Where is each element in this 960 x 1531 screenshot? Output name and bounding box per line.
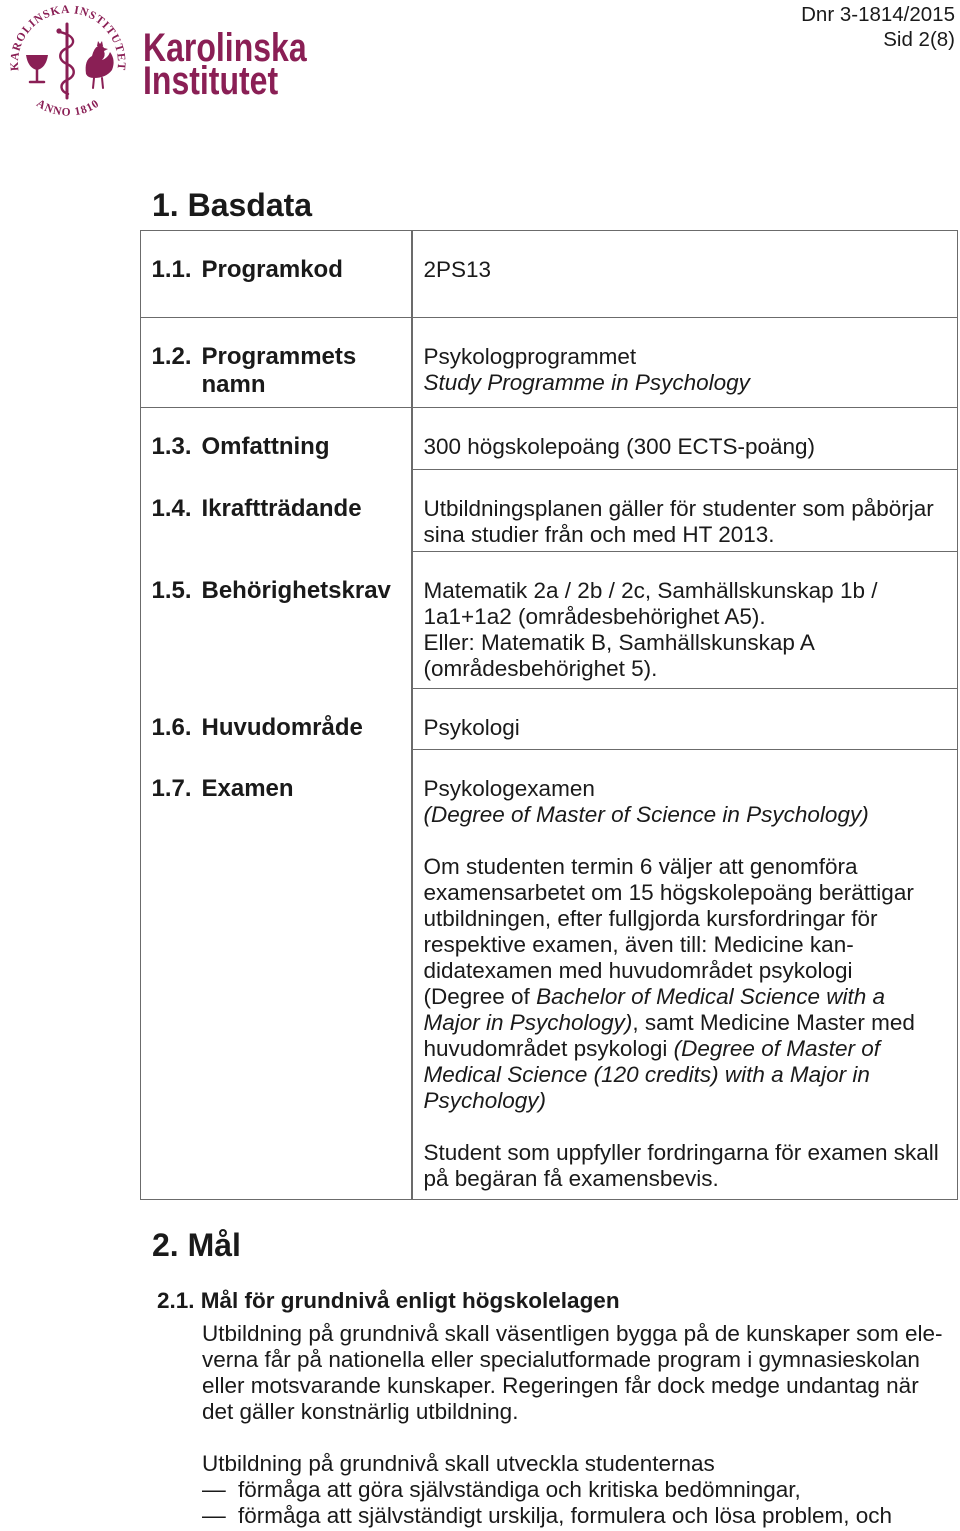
row-number: 1.7. [151, 775, 192, 802]
note-text: Om studenten termin 6 väljer att genomföra [423, 854, 858, 879]
row-value [413, 408, 958, 470]
note-line [424, 880, 958, 906]
examen-note [424, 854, 958, 1114]
note-text: (Degree of [423, 984, 537, 1009]
note-line [424, 932, 958, 958]
paragraph [202, 1321, 942, 1425]
row-label-text [202, 577, 391, 689]
paragraph-line: det gäller konstnärlig utbildning. [202, 1399, 519, 1424]
paragraph-line: Utbildning på grundnivå skall väsentligen bygga på de kunskaper som ele- [202, 1321, 943, 1346]
basdata-table [140, 230, 958, 1200]
table-row [141, 552, 957, 689]
section-heading-mal: 2. Mål [152, 1227, 241, 1263]
value-line-english: Study Programme in Psychology [423, 370, 750, 395]
row-label [141, 231, 413, 317]
table-row [141, 231, 957, 318]
row-number: 1.2. [151, 343, 192, 370]
label-line: Omfattning [201, 433, 330, 460]
note-text: examensarbetet om 15 högskolepoäng berättigar [423, 880, 914, 905]
note-line [424, 984, 958, 1010]
table-row [141, 318, 957, 408]
paragraph [202, 1451, 715, 1477]
diary-number: Dnr 3-1814/2015 [801, 3, 955, 26]
seal-lettering-bottom-path: ANNO 1810 [34, 97, 102, 119]
examen-certificate-note [424, 1140, 958, 1192]
note-text: , samt Medicine Master med [632, 1010, 915, 1035]
row-label-text [202, 495, 362, 552]
row-number: 1.6. [151, 714, 192, 741]
row-value [413, 231, 958, 317]
row-value [413, 750, 958, 1199]
list-marker: – [202, 1503, 226, 1528]
note-line [424, 906, 958, 932]
row-label-text [202, 775, 294, 1199]
chalice-icon [26, 55, 48, 82]
list-item [202, 1477, 892, 1503]
rooster-icon [86, 41, 114, 88]
row-number: 1.5. [151, 577, 192, 604]
note-line: Student som uppfyller fordringarna för examen skall [423, 1140, 939, 1165]
value-line: 1a1+1a2 (områdesbehörighet A5). [423, 604, 766, 629]
value-line: (områdesbehörighet 5). [423, 656, 658, 681]
value-line: sina studier från och med HT 2013. [423, 522, 775, 547]
rod-of-asclepius-icon [56, 24, 73, 98]
list-item-text: förmåga att göra självständiga och kritiska bedömningar, [238, 1477, 801, 1502]
note-line [424, 1088, 958, 1114]
note-text-english: Bachelor of Medical Science with a [536, 984, 885, 1009]
value-line: 300 högskolepoäng (300 ECTS-poäng) [423, 434, 816, 459]
row-number: 1.1. [151, 256, 192, 283]
row-value [413, 470, 958, 552]
paragraph-line: Utbildning på grundnivå skall utveckla studenternas [202, 1451, 715, 1476]
label-line: namn [201, 371, 266, 398]
paragraph-line: eller motsvarande kunskaper. Regeringen får dock medge undantag när [202, 1373, 919, 1398]
note-text: huvudområdet psykologi [423, 1036, 674, 1061]
note-text-english: (Degree of Master of [673, 1036, 880, 1061]
row-label-text [202, 343, 357, 407]
row-value [413, 318, 958, 407]
table-row [141, 408, 957, 470]
table-row [141, 750, 957, 1199]
bullet-list [202, 1477, 892, 1529]
row-label [141, 552, 413, 689]
seal-lettering-bottom [34, 97, 102, 118]
table-row [141, 470, 957, 552]
subsection-heading: 2.1. Mål för grundnivå enligt högskolelagen [157, 1288, 620, 1313]
note-line [424, 1062, 958, 1088]
table-row [141, 689, 957, 750]
note-text: utbildningen, efter fullgjorda kursfordringar för [423, 906, 878, 931]
note-line [424, 1036, 958, 1062]
seal-lettering-top-path: KAROLINSKA INSTITUTET [8, 3, 128, 72]
label-line: Programmets [201, 343, 357, 370]
label-line: Examen [201, 775, 294, 802]
row-label [141, 470, 413, 552]
label-line: Ikraftträdande [201, 495, 362, 522]
value-line: Psykologi [423, 715, 520, 740]
note-text-english: Major in Psychology) [423, 1010, 633, 1035]
note-text: didatexamen med huvudområdet psykologi [423, 958, 853, 983]
label-line: Huvudområde [201, 714, 363, 741]
note-line [424, 854, 958, 880]
value-line: Utbildningsplanen gäller för studenter som påbörjar [423, 496, 934, 521]
document-reference [801, 2, 955, 52]
ki-seal-logo [2, 0, 132, 124]
value-line: Eller: Matematik B, Samhällskunskap A [423, 630, 815, 655]
row-value [413, 552, 958, 689]
row-label [141, 408, 413, 470]
logo-wordmark-line: Karolinska [143, 26, 307, 70]
row-label-text [202, 433, 330, 470]
label-line: Programkod [201, 256, 343, 283]
row-label [141, 689, 413, 750]
row-number: 1.3. [151, 433, 192, 460]
list-item [202, 1503, 892, 1529]
note-line: på begäran få examensbevis. [423, 1166, 719, 1191]
note-text: respektive examen, även till: Medicine kan- [423, 932, 854, 957]
row-value [413, 689, 958, 750]
column-divider [411, 231, 413, 1199]
row-label [141, 750, 413, 1199]
row-label-text [202, 256, 343, 317]
paragraph-line: verna får på nationella eller specialutformade program i gymnasieskolan [202, 1347, 920, 1372]
value-line: Matematik 2a / 2b / 2c, Samhällskunskap 1b / [423, 578, 878, 603]
row-label [141, 318, 413, 407]
list-marker: – [202, 1477, 226, 1502]
page-number: Sid 2(8) [883, 28, 955, 51]
value-line: Psykologexamen [423, 776, 595, 801]
value-line: Psykologprogrammet [423, 344, 637, 369]
note-line [424, 1010, 958, 1036]
row-number: 1.4. [151, 495, 192, 522]
label-line: Behörighetskrav [201, 577, 391, 604]
section-heading-basdata: 1. Basdata [152, 187, 313, 223]
value-line-english: (Degree of Master of Science in Psychology) [423, 802, 869, 827]
note-text-english: Psychology) [423, 1088, 547, 1113]
row-label-text [202, 714, 363, 750]
note-line [424, 958, 958, 984]
list-item-text: förmåga att självständigt urskilja, formulera och lösa problem, och [238, 1503, 893, 1528]
logo-wordmark-line: Institutet [143, 59, 279, 103]
value-line: 2PS13 [423, 257, 492, 282]
note-text-english: Medical Science (120 credits) with a Major in [423, 1062, 870, 1087]
